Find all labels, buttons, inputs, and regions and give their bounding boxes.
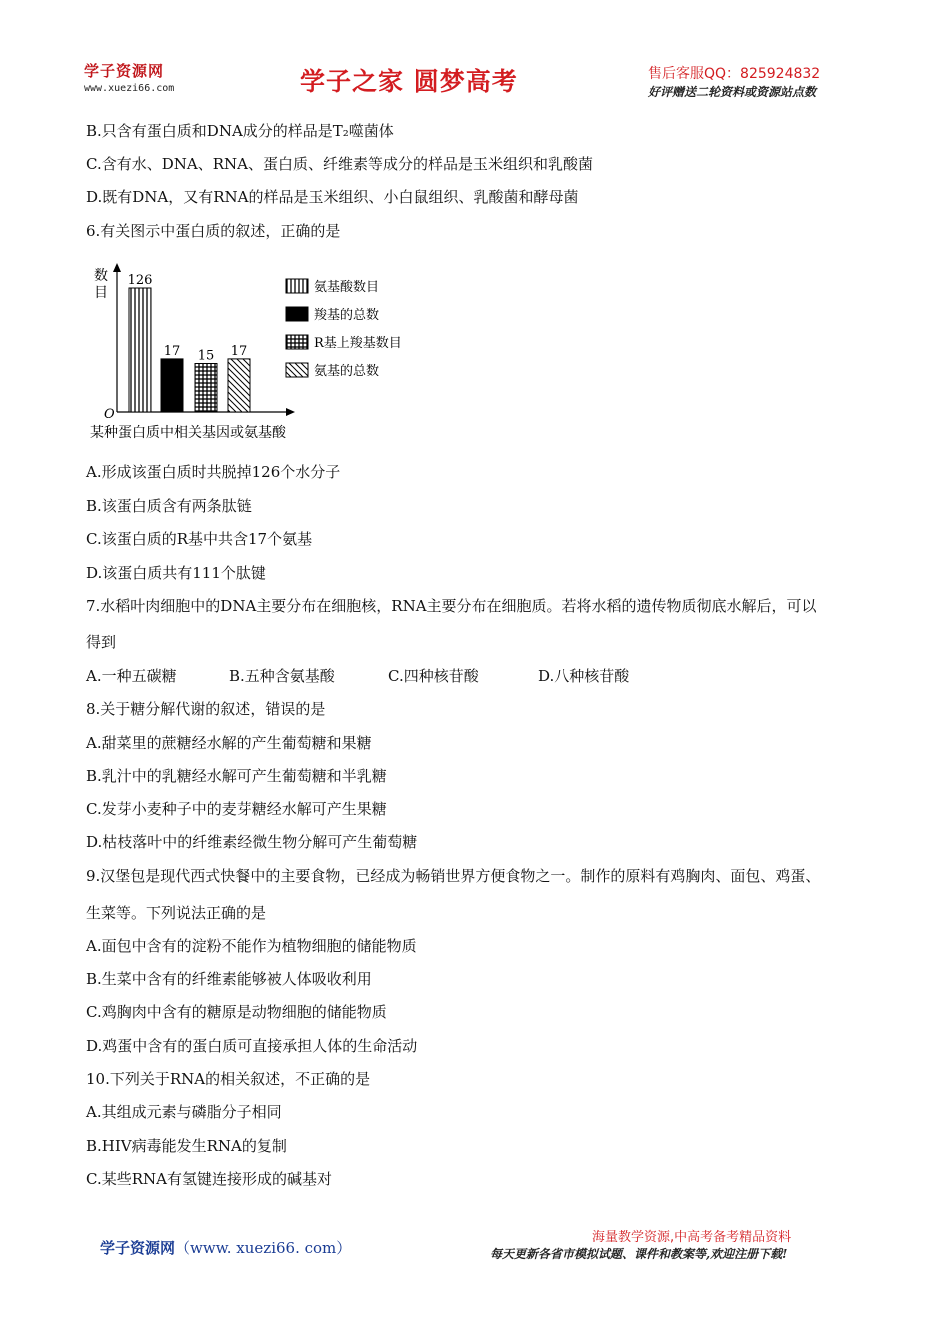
option-d: D.该蛋白质共有111个肽键 bbox=[86, 564, 266, 582]
legend-swatch bbox=[286, 307, 308, 321]
option-line: C.含有水、DNA、RNA、蛋白质、纤维素等成分的样品是玉米组织和乳酸菌 bbox=[86, 155, 593, 173]
question-stem-cont: 生菜等。下列说法正确的是 bbox=[86, 904, 267, 922]
footer-slogan: 海量教学资源,中高考备考精品资料 bbox=[592, 1230, 792, 1245]
footer-brand-name: 学子资源网 bbox=[100, 1239, 176, 1257]
question-stem: 6.有关图示中蛋白质的叙述，正确的是 bbox=[86, 222, 341, 240]
option-b: B.五种含氨基酸 bbox=[229, 667, 335, 685]
option-a: A.其组成元素与磷脂分子相同 bbox=[86, 1103, 282, 1121]
header-logo bbox=[84, 60, 174, 94]
legend-label: R基上羧基数目 bbox=[314, 336, 402, 351]
option-d: D.八种核苷酸 bbox=[538, 667, 630, 685]
question-stem: 7.水稻叶肉细胞中的DNA主要分布在细胞核，RNA主要分布在细胞质。若将水稻的遗传物质彻底水解后，可以 bbox=[86, 597, 817, 615]
bar-4 bbox=[228, 359, 250, 412]
option-a: A.甜菜里的蔗糖经水解的产生葡萄糖和果糖 bbox=[86, 734, 372, 752]
option-b: B.乳汁中的乳糖经水解可产生葡萄糖和半乳糖 bbox=[86, 767, 387, 785]
option-d: D.鸡蛋中含有的蛋白质可直接承担人体的生命活动 bbox=[86, 1037, 418, 1055]
header-subtitle: 好评赠送二轮资料或资源站点数 bbox=[648, 85, 817, 99]
bar-1 bbox=[129, 288, 151, 412]
option-c: C.某些RNA有氢键连接形成的碱基对 bbox=[86, 1170, 332, 1188]
origin-label: O bbox=[104, 407, 115, 422]
y-axis-arrow bbox=[113, 263, 121, 272]
footer-url[interactable]: （www. xuezi66. com） bbox=[175, 1239, 352, 1257]
bar-3 bbox=[195, 364, 217, 413]
option-c: C.鸡胸肉中含有的糖原是动物细胞的储能物质 bbox=[86, 1003, 387, 1021]
legend-swatch bbox=[286, 335, 308, 349]
protein-bar-chart bbox=[86, 262, 436, 447]
footer-notice: 每天更新各省市模拟试题、课件和教案等,欢迎注册下载! bbox=[490, 1247, 788, 1261]
legend-swatch bbox=[286, 279, 308, 293]
x-axis-label: 某种蛋白质中相关基因或氨基酸 bbox=[90, 425, 286, 441]
legend-label: 羧基的总数 bbox=[314, 308, 380, 323]
option-a: A.面包中含有的淀粉不能作为植物细胞的储能物质 bbox=[86, 937, 417, 955]
y-axis-label-1: 数 bbox=[94, 268, 108, 284]
option-b: B.该蛋白质含有两条肽链 bbox=[86, 497, 252, 515]
question-stem-cont: 得到 bbox=[86, 633, 117, 651]
legend-label: 氨基酸数目 bbox=[314, 280, 380, 295]
y-axis-label-2: 目 bbox=[94, 285, 108, 301]
logo-title: 学子资源网 bbox=[84, 62, 165, 80]
header-title: 学子之家 圆梦高考 bbox=[300, 67, 518, 96]
option-b: B.生菜中含有的纤维素能够被人体吸收利用 bbox=[86, 970, 372, 988]
logo-url: www.xuezi66.com bbox=[84, 83, 175, 94]
option-c: C.四种核苷酸 bbox=[388, 667, 479, 685]
x-axis-arrow bbox=[286, 408, 295, 416]
option-a: A.形成该蛋白质时共脱掉126个水分子 bbox=[86, 463, 341, 481]
option-c: C.该蛋白质的R基中共含17个氨基 bbox=[86, 530, 313, 548]
q7-options-row bbox=[86, 665, 686, 687]
question-stem: 8.关于糖分解代谢的叙述，错误的是 bbox=[86, 700, 326, 718]
legend-swatch bbox=[286, 363, 308, 377]
bar-value-label: 17 bbox=[230, 343, 248, 359]
customer-service-qq: 售后客服QQ：825924832 bbox=[648, 66, 821, 82]
footer-brand bbox=[100, 1237, 351, 1258]
bar-2 bbox=[161, 359, 183, 412]
option-d: D.枯枝落叶中的纤维素经微生物分解可产生葡萄糖 bbox=[86, 833, 418, 851]
option-line: B.只含有蛋白质和DNA成分的样品是T₂噬菌体 bbox=[86, 122, 394, 140]
bar-value-label: 15 bbox=[197, 348, 215, 364]
option-c: C.发芽小麦种子中的麦芽糖经水解可产生果糖 bbox=[86, 800, 387, 818]
option-line: D.既有DNA，又有RNA的样品是玉米组织、小白鼠组织、乳酸菌和酵母菌 bbox=[86, 188, 579, 206]
question-stem: 9.汉堡包是现代西式快餐中的主要食物，已经成为畅销世界方便食物之一。制作的原料有鸡胸肉、面包、鸡蛋、 bbox=[86, 867, 821, 885]
bar-value-label: 126 bbox=[127, 273, 153, 288]
legend-label: 氨基的总数 bbox=[314, 364, 380, 379]
option-a: A.一种五碳糖 bbox=[86, 667, 177, 685]
bar-value-label: 17 bbox=[163, 343, 181, 359]
option-b: B.HIV病毒能发生RNA的复制 bbox=[86, 1137, 287, 1155]
question-stem: 10.下列关于RNA的相关叙述，不正确的是 bbox=[86, 1070, 371, 1088]
